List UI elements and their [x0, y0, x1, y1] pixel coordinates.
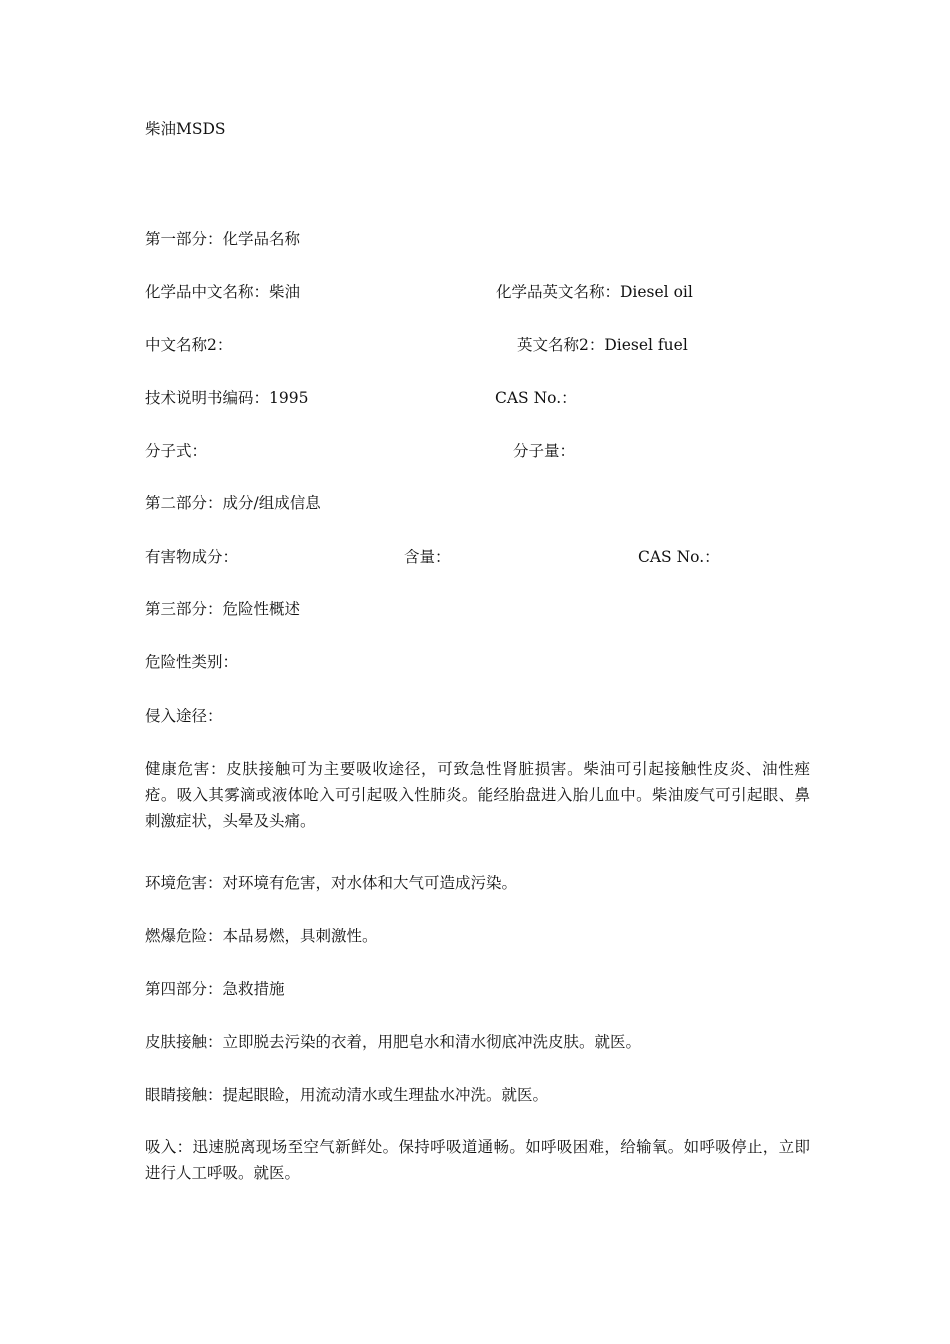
cas-number-part2: CAS No.： — [638, 548, 720, 566]
inhalation: 吸入：迅速脱离现场至空气新鲜处。保持呼吸道通畅。如呼吸困难，给输氧。如呼吸停止，立即进行人工呼吸。就医。 — [145, 1138, 810, 1182]
tech-spec-code: 技术说明书编码：1995 — [145, 389, 309, 407]
hazard-category: 危险性类别： — [145, 653, 239, 671]
hazard-component: 有害物成分： — [145, 548, 239, 566]
fire-explosion-hazard: 燃爆危险：本品易燃，具刺激性。 — [145, 927, 378, 945]
exposure-route: 侵入途径： — [145, 707, 223, 725]
eye-contact: 眼睛接触：提起眼睑，用流动清水或生理盐水冲洗。就医。 — [145, 1086, 549, 1104]
cas-number-part1: CAS No.： — [495, 389, 577, 407]
environmental-hazard: 环境危害：对环境有危害，对水体和大气可造成污染。 — [145, 874, 518, 892]
molecular-formula: 分子式： — [145, 442, 208, 460]
en-name-2: 英文名称2：Diesel fuel — [517, 336, 688, 354]
part1-heading: 第一部分：化学品名称 — [145, 230, 301, 248]
chemical-en-name: 化学品英文名称：Diesel oil — [496, 283, 693, 301]
part2-heading: 第二部分：成分/组成信息 — [145, 494, 321, 512]
part3-heading: 第三部分：危险性概述 — [145, 600, 301, 618]
molecular-weight: 分子量： — [513, 442, 576, 460]
chemical-cn-name: 化学品中文名称：柴油 — [145, 283, 301, 301]
content-amount: 含量： — [404, 548, 451, 566]
document-title: 柴油MSDS — [145, 120, 226, 138]
skin-contact: 皮肤接触：立即脱去污染的衣着，用肥皂水和清水彻底冲洗皮肤。就医。 — [145, 1033, 642, 1051]
part4-heading: 第四部分：急救措施 — [145, 980, 285, 998]
cn-name-2: 中文名称2： — [145, 336, 233, 354]
health-hazard: 健康危害：皮肤接触可为主要吸收途径，可致急性肾脏损害。柴油可引起接触性皮炎、油性痤疮。吸入其雾滴或液体呛入可引起吸入性肺炎。能经胎盘进入胎儿血中。柴油废气可引起眼、鼻刺激症状，头晕及头痛。 — [145, 760, 810, 830]
